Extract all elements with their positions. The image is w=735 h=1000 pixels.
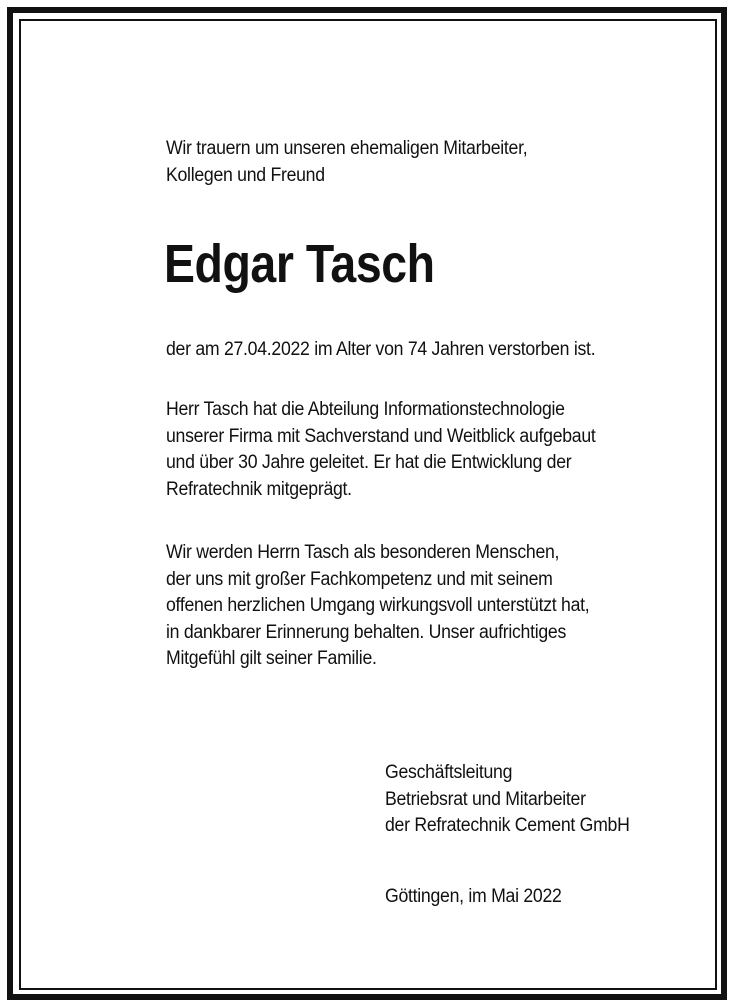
signature-line: Geschäftsleitung <box>385 762 513 783</box>
place-date-line: Göttingen, im Mai 2022 <box>385 886 562 907</box>
paragraph-line: unserer Firma mit Sachverstand und Weitblick aufgebaut <box>166 425 596 447</box>
signature-line: Betriebsrat und Mitarbeiter <box>385 788 586 810</box>
intro-line: Kollegen und Freund <box>166 164 325 186</box>
signature-block <box>385 760 692 840</box>
paragraph-line: in dankbarer Erinnerung behalten. Unser aufrichtiges <box>166 621 567 643</box>
paragraph-line: Mitgefühl gilt seiner Familie. <box>166 648 377 669</box>
paragraph-line: Wir werden Herrn Tasch als besonderen Menschen, <box>166 542 560 563</box>
paragraph-line: Refratechnik mitgeprägt. <box>166 478 352 500</box>
intro-line: Wir trauern um unseren ehemaligen Mitarbeiter, <box>166 138 528 159</box>
death-notice <box>166 337 668 364</box>
paragraph-line: und über 30 Jahre geleitet. Er hat die Entwicklung der <box>166 452 572 473</box>
paragraph-line: offenen herzlichen Umgang wirkungsvoll unterstützt hat, <box>166 595 590 616</box>
deceased-name: Edgar Tasch <box>164 234 435 294</box>
signature-line: der Refratechnik Cement GmbH <box>385 815 630 836</box>
paragraph-line: der uns mit großer Fachkompetenz und mit seinem <box>166 568 553 590</box>
paragraph-remembrance <box>166 540 668 673</box>
death-notice-line: der am 27.04.2022 im Alter von 74 Jahren verstorben ist. <box>166 339 596 360</box>
place-date <box>385 884 692 911</box>
paragraph-tribute <box>166 397 668 503</box>
paragraph-line: Herr Tasch hat die Abteilung Informationstechnologie <box>166 399 565 420</box>
intro-text <box>166 136 668 189</box>
